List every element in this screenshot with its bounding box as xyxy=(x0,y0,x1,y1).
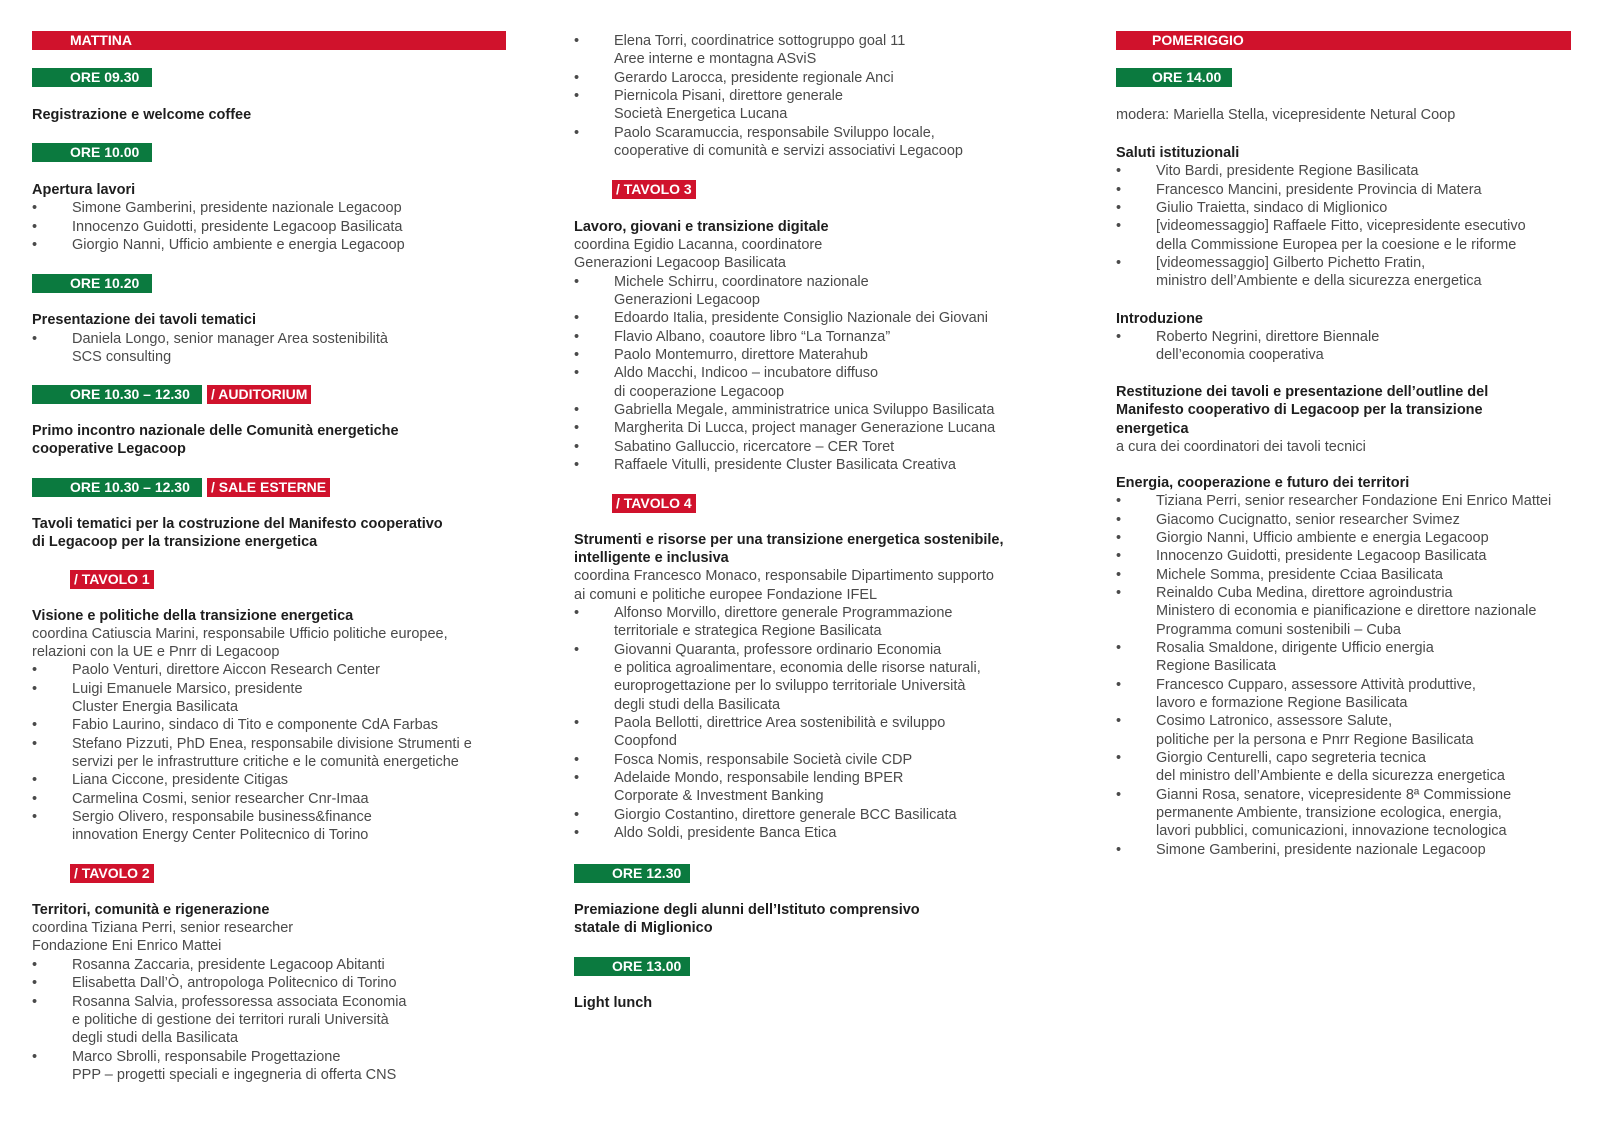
time-0930: ORE 09.30 xyxy=(32,68,152,87)
intro-title: Introduzione xyxy=(1116,311,1203,327)
tavolo-2-title: Territori, comunità e rigenerazione xyxy=(32,902,270,918)
apertura-title: Apertura lavori xyxy=(32,182,136,198)
time-1230: ORE 12.30 xyxy=(574,864,690,883)
tavolo-2-tag: / TAVOLO 2 xyxy=(70,864,154,883)
tavolo-2-coord-2: Fondazione Eni Enrico Mattei xyxy=(32,938,222,954)
time-1000: ORE 10.00 xyxy=(32,143,152,162)
restituzione-title-1: Restituzione dei tavoli e presentazione dell’outline del xyxy=(1116,384,1489,400)
time-1030-auditorium: ORE 10.30 – 12.30 xyxy=(32,385,202,404)
tavolo-3-tag: / TAVOLO 3 xyxy=(612,180,696,199)
tavolo-1-coord-1: coordina Catiuscia Marini, responsabile Ufficio politiche europee, xyxy=(32,626,448,642)
tavolo-4-title-2: intelligente e inclusiva xyxy=(574,550,729,566)
restituzione-text: a cura dei coordinatori dei tavoli tecnici xyxy=(1116,439,1366,455)
registration-text: Registrazione e welcome coffee xyxy=(32,107,252,123)
auditorium-tag: / AUDITORIUM xyxy=(207,385,311,404)
tavolo-1-tag: / TAVOLO 1 xyxy=(70,570,154,589)
time-1400: ORE 14.00 xyxy=(1116,68,1232,87)
presentazione-title: Presentazione dei tavoli tematici xyxy=(32,312,257,328)
restituzione-title-2: Manifesto cooperativo di Legacoop per la transizione xyxy=(1116,402,1483,418)
tavolo-4-coord-1: coordina Francesco Monaco, responsabile Dipartimento supporto xyxy=(574,568,994,584)
tavolo-4-title-1: Strumenti e risorse per una transizione energetica sostenibile, xyxy=(574,532,1004,548)
tavoli-title-2: di Legacoop per la transizione energetica xyxy=(32,534,318,550)
sale-esterne-tag: / SALE ESTERNE xyxy=(207,478,330,497)
primo-title-2: cooperative Legacoop xyxy=(32,441,186,457)
tavolo-4-tag: / TAVOLO 4 xyxy=(612,494,696,513)
premiazione-2: statale di Miglionico xyxy=(574,920,713,936)
tavolo-3-coord-2: Generazioni Legacoop Basilicata xyxy=(574,255,786,271)
time-1300: ORE 13.00 xyxy=(574,957,690,976)
modera-text: modera: Mariella Stella, vicepresidente Netural Coop xyxy=(1116,107,1456,123)
restituzione-title-3: energetica xyxy=(1116,421,1189,437)
primo-title-1: Primo incontro nazionale delle Comunità energetiche xyxy=(32,423,399,439)
time-1020: ORE 10.20 xyxy=(32,274,152,293)
afternoon-header: POMERIGGIO xyxy=(1116,31,1571,50)
light-lunch: Light lunch xyxy=(574,995,653,1011)
tavolo-3-coord-1: coordina Egidio Lacanna, coordinatore xyxy=(574,237,823,253)
saluti-title: Saluti istituzionali xyxy=(1116,145,1240,161)
tavolo-2-coord-1: coordina Tiziana Perri, senior researcher xyxy=(32,920,294,936)
tavolo-4-coord-2: ai comuni e politiche europee Fondazione IFEL xyxy=(574,587,878,603)
tavolo-3-title: Lavoro, giovani e transizione digitale xyxy=(574,219,829,235)
morning-header: MATTINA xyxy=(32,31,506,50)
energia-title: Energia, cooperazione e futuro dei territori xyxy=(1116,475,1410,491)
tavoli-title-1: Tavoli tematici per la costruzione del Manifesto cooperativo xyxy=(32,516,443,532)
tavolo-1-title: Visione e politiche della transizione energetica xyxy=(32,608,354,624)
premiazione-1: Premiazione degli alunni dell’Istituto comprensivo xyxy=(574,902,920,918)
time-1030-sale: ORE 10.30 – 12.30 xyxy=(32,478,202,497)
tavolo-1-coord-2: relazioni con la UE e Pnrr di Legacoop xyxy=(32,644,280,660)
